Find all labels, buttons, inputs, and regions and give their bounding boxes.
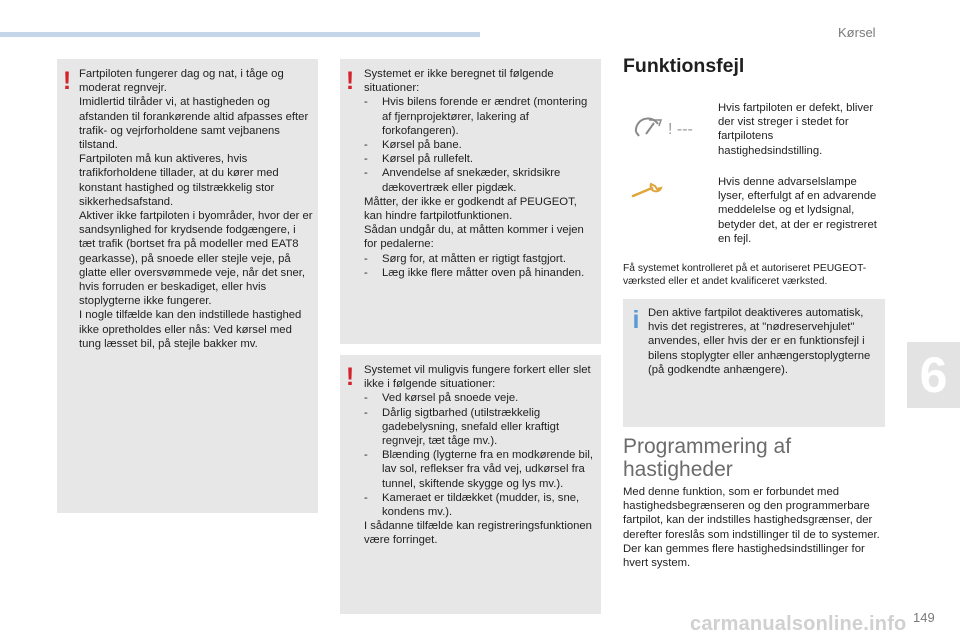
warning-box-degraded-operation — [340, 355, 601, 614]
section-heading-programmering — [623, 435, 883, 481]
list-item: - Kørsel på rullefelt. — [364, 153, 474, 166]
list-item: - Blænding (lygterne fra en modkørende bil, lav sol, reflekser fra våd vej, udkørsel fra tunnel, skiftende skygge og lys mv.). — [364, 449, 593, 490]
list-item: - Læg ikke flere måtter oven på hinanden. — [364, 266, 585, 279]
paragraph: I sådanne tilfælde kan registreringsfunktionen være forringet. — [364, 520, 592, 547]
paragraph: Sådan undgår du, at måtten kommer i vejen for pedalerne: — [364, 224, 584, 251]
heading-line: Programmering af — [623, 435, 792, 458]
info-box-deactivation — [623, 299, 885, 427]
paragraph: Der kan gemmes flere hastighedsindstillinger for hvert system. — [623, 542, 865, 570]
paragraph: Måtter, der ikke er godkendt af PEUGEOT, kan hindre fartpilotfunktionen. — [364, 195, 577, 223]
list-item: - Sørg for, at måtten er rigtigt fastgjort. — [364, 252, 566, 265]
intro: Systemet er ikke beregnet til følgende situationer: — [364, 68, 554, 95]
warning-lamp-description: Hvis denne advarselslampe lyser, efterfulgt af en advarende meddelelse og et lydsignal, betyder det, at der er registreret en fejl. — [718, 176, 877, 245]
service-note: Få systemet kontrolleret på et autoriseret PEUGEOT-værksted eller et andet kvalificeret værksted. — [623, 263, 867, 287]
intro: Systemet vil muligvis fungere forkert eller slet ikke i følgende situationer: — [364, 364, 591, 391]
paragraph: Imidlertid tilråder vi, at hastigheden og afstanden til forankørende altid afpasses efter trafik- og vejrforholdene samt vejbanens tilstand. — [79, 96, 309, 152]
heading-line: hastigheder — [623, 458, 733, 481]
exclamation-warning-icon: ! — [62, 67, 72, 95]
wrench-icon — [630, 180, 666, 205]
speedometer-fault-icon — [632, 112, 702, 145]
exclamation-warning-icon: ! — [345, 363, 355, 391]
section-heading-funktionsfejl: Funktionsfejl — [623, 55, 745, 77]
warning-text — [79, 67, 313, 351]
info-icon: i — [632, 306, 640, 334]
fault-display-text: ! --- — [668, 121, 693, 138]
paragraph: I nogle tilfælde kan den indstillede hastighed ikke opretholdes eller nås: Ved kørsel med tung læsset bil, på stejle bakker mv. — [79, 309, 302, 350]
paragraph: Fartpiloten fungerer dag og nat, i tåge og moderat regnvejr. — [79, 68, 284, 95]
page-number: 149 — [913, 610, 935, 625]
programmering-body — [623, 485, 885, 570]
paragraph: Fartpiloten må kun aktiveres, hvis trafikforholdene tillader, at du kører med konstant hastighed og tilstrækkelig stor sikkerhedsafstand. — [79, 153, 279, 208]
list-item: - Ved kørsel på snoede veje. — [364, 392, 519, 405]
chapter-tab: 6 — [907, 342, 960, 408]
list-item: - Kameraet er tildækket (mudder, is, sne, kondens mv.). — [364, 491, 580, 519]
section-title: Kørsel — [838, 25, 876, 40]
list-item: - Anvendelse af snekæder, skridsikre dækovertræk eller pigdæk. — [364, 167, 561, 194]
watermark: carmanualsonline.info — [690, 613, 907, 635]
fault-description: Hvis fartpiloten er defekt, bliver der vist streger i stedet for fartpilotens hastighedsindstilling. — [718, 102, 874, 157]
info-text: Den aktive fartpilot deaktiveres automatisk, hvis det registreres, at "nødreservehjulet" anvendes, eller hvis der er en funktionsfejl i bilens stoplygter eller anhængerstoplygterne (på godkendte anhængere). — [648, 307, 871, 376]
list-item: - Dårlig sigtbarhed (utilstrækkelig gadebelysning, snefald eller kraftigt regnvejr, tæt tåge mv.). — [364, 406, 560, 448]
list-item: - Kørsel på bane. — [364, 139, 462, 152]
warning-text — [364, 67, 598, 280]
warning-box-unsupported-situations — [340, 59, 601, 344]
exclamation-warning-icon: ! — [345, 67, 355, 95]
paragraph: Aktiver ikke fartpiloten i byområder, hvor der er sandsynlighed for krydsende fodgængere, i tæt trafik (bortset fra på modeller med EAT8 gearkasse), på snoede eller stejle veje, på glatte eller oversvømmede veje, når det sner, hvis forruden er beskadiget, eller hvis stoplygterne ikke fungerer. — [79, 210, 313, 308]
list-item: - Hvis bilens forende er ændret (montering af fjernprojektører, lakering af forkofangeren). — [364, 96, 588, 137]
warning-text — [364, 363, 598, 548]
warning-box-cruise-usage — [57, 59, 318, 513]
paragraph: Med denne funktion, som er forbundet med hastighedsbegrænseren og den programmerbare fartpilot, kan der indstilles hastighedsgrænser, der derefter foreslås som indstillinger til de to systemer. — [623, 486, 880, 541]
header-accent-bar — [0, 32, 480, 37]
